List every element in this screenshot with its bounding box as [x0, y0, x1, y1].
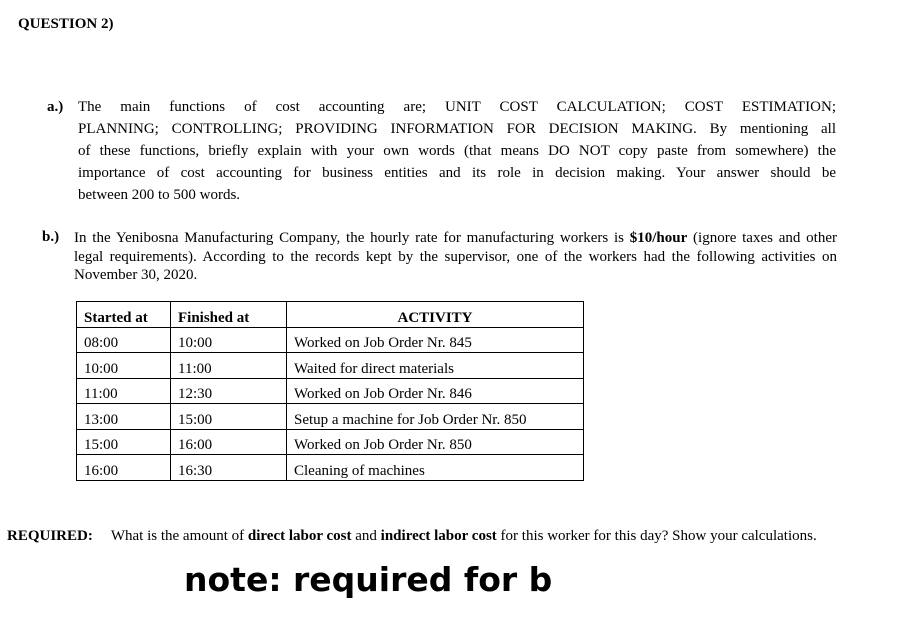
- part-a-label: a.): [47, 99, 64, 115]
- header-started-at: Started at: [77, 302, 171, 328]
- cell-finish: 16:30: [171, 455, 287, 481]
- cell-activity: Cleaning of machines: [287, 455, 584, 481]
- activity-table: [76, 301, 584, 481]
- part-a-line-3: of these functions, briefly explain with your own words (that means DO NOT copy paste from somewhere) the: [78, 143, 836, 159]
- cell-finish: 15:00: [171, 404, 287, 430]
- cell-start: 15:00: [77, 429, 171, 455]
- direct-labor-cost-term: direct labor cost: [247, 528, 352, 544]
- handwritten-note: note: required for b: [184, 560, 553, 599]
- table-row: [77, 429, 584, 455]
- required-text-3: for this worker for this day? Show your calculations.: [496, 528, 817, 544]
- cell-finish: 16:00: [171, 429, 287, 455]
- cell-finish: 10:00: [171, 327, 287, 353]
- table-row: [77, 327, 584, 353]
- cell-start: 08:00: [77, 327, 171, 353]
- hourly-rate: $10/hour: [629, 230, 688, 246]
- cell-start: 13:00: [77, 404, 171, 430]
- part-a-line-4: importance of cost accounting for business entities and its role in decision making. Your answer should be: [78, 165, 836, 181]
- cell-activity: Waited for direct materials: [287, 353, 584, 379]
- cell-start: 11:00: [77, 378, 171, 404]
- cell-activity: Worked on Job Order Nr. 846: [287, 378, 584, 404]
- required-label: REQUIRED:: [7, 528, 93, 544]
- required-text-1: What is the amount of: [110, 528, 248, 544]
- table-row: [77, 404, 584, 430]
- header-activity: ACTIVITY: [287, 302, 584, 328]
- part-a-line-1: The main functions of cost accounting are; UNIT COST CALCULATION; COST ESTIMATION;: [78, 99, 836, 115]
- cell-start: 16:00: [77, 455, 171, 481]
- indirect-labor-cost-term: indirect labor cost: [380, 528, 497, 544]
- required-section: [7, 527, 837, 546]
- question-title: QUESTION 2): [18, 16, 114, 32]
- cell-finish: 11:00: [171, 353, 287, 379]
- part-b-text-after: (ignore taxes and other legal requirements). According to the records kept by the supervisor, one of the workers had the following activities on November 30, 2020.: [74, 230, 837, 283]
- cell-activity: Setup a machine for Job Order Nr. 850: [287, 404, 584, 430]
- header-finished-at: Finished at: [171, 302, 287, 328]
- cell-finish: 12:30: [171, 378, 287, 404]
- table-row: [77, 378, 584, 404]
- part-a-line-2: PLANNING; CONTROLLING; PROVIDING INFORMATION FOR DECISION MAKING. By mentioning all: [78, 121, 836, 137]
- cell-activity: Worked on Job Order Nr. 845: [287, 327, 584, 353]
- part-b-text-before: In the Yenibosna Manufacturing Company, the hourly rate for manufacturing workers is: [74, 230, 630, 246]
- part-a-line-5: between 200 to 500 words.: [78, 187, 241, 203]
- table-row: [77, 455, 584, 481]
- table-header-row: [77, 302, 584, 328]
- part-b-label: b.): [42, 229, 60, 245]
- table-row: [77, 353, 584, 379]
- cell-start: 10:00: [77, 353, 171, 379]
- required-text-2: and: [351, 528, 381, 544]
- part-b-paragraph: [74, 229, 837, 285]
- cell-activity: Worked on Job Order Nr. 850: [287, 429, 584, 455]
